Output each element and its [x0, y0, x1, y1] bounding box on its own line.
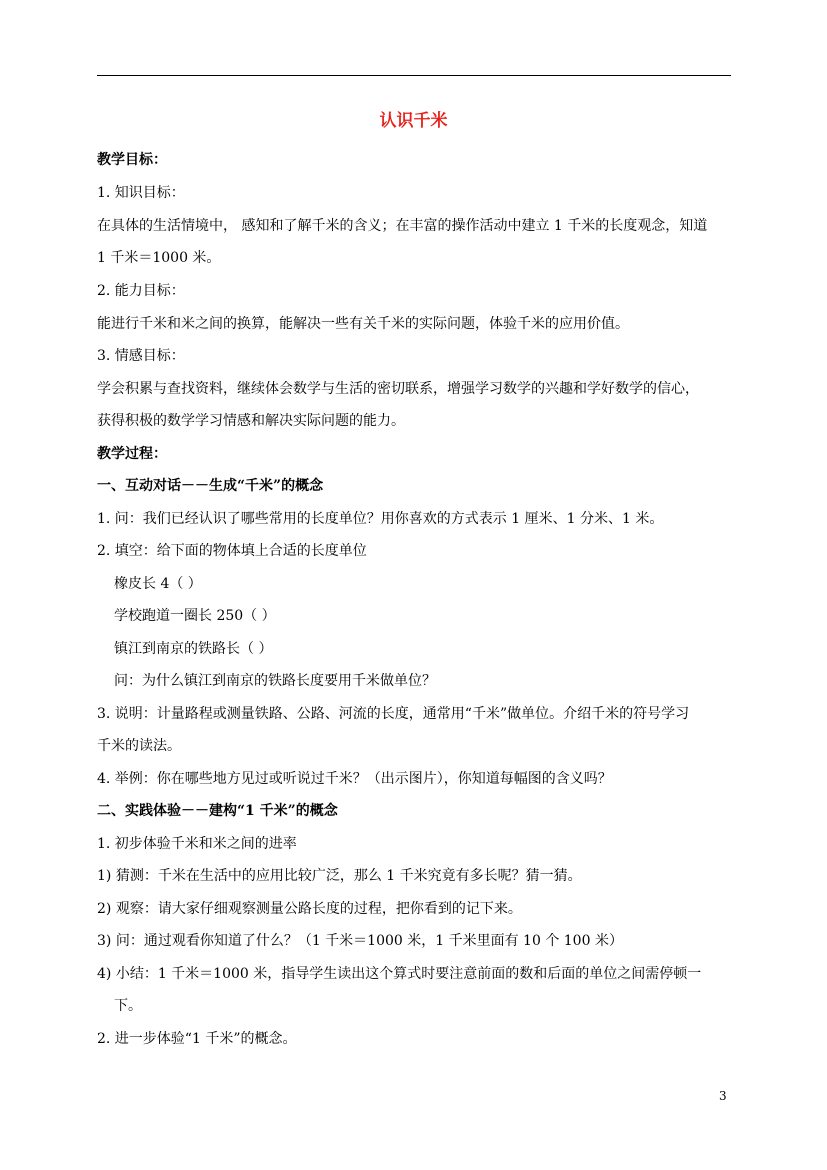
paragraph-line: 1 千米＝1000 米。 [97, 250, 221, 266]
paragraph-line: 1. 知识目标： [97, 185, 185, 201]
fill-in-item: 学校跑道一圈长 250（ ） [114, 608, 276, 624]
paragraph-line: 1. 初步体验千米和米之间的进率 [97, 836, 297, 852]
section-heading-process: 教学过程： [97, 446, 167, 462]
paragraph-line: 2. 填空：给下面的物体填上合适的长度单位 [97, 543, 367, 559]
list-item-continuation: 下。 [114, 998, 142, 1014]
paragraph-line: 获得积极的数学学习情感和解决实际问题的能力。 [97, 413, 405, 429]
paragraph-line: 千米的读法。 [97, 738, 181, 754]
paragraph-line: 3. 情感目标： [97, 348, 185, 364]
subsection-heading: 二、实践体验－－建构“1 千米”的概念 [97, 803, 338, 819]
paragraph-line: 学会积累与查找资料，继续体会数学与生活的密切联系，增强学习数学的兴趣和学好数学的信心， [97, 381, 699, 397]
paragraph-line: 1. 问：我们已经认识了哪些常用的长度单位？用你喜欢的方式表示 1 厘米、1 分米、1 米。 [97, 511, 664, 527]
paragraph-line: 4. 举例：你在哪些地方见过或听说过千米？（出示图片），你知道每幅图的含义吗？ [97, 771, 612, 787]
paragraph-line: 2. 能力目标： [97, 283, 185, 299]
paragraph-line: 在具体的生活情境中， 感知和了解千米的含义；在丰富的操作活动中建立 1 千米的长度观念，知道 [97, 218, 708, 234]
paragraph-line: 2. 进一步体验“1 千米”的概念。 [97, 1031, 297, 1047]
page-number: 3 [719, 1089, 727, 1103]
list-item: 3) 问：通过观看你知道了什么？（1 千米＝1000 米，1 千米里面有 10 个 100 米） [97, 933, 623, 949]
section-heading-objectives: 教学目标： [97, 152, 167, 168]
header-rule [97, 75, 731, 76]
subsection-heading: 一、互动对话－－生成“千米”的概念 [97, 478, 324, 494]
paragraph-line: 3. 说明：计量路程或测量铁路、公路、河流的长度，通常用“千米”做单位。介绍千米的符号学习 [97, 706, 690, 722]
list-item: 4) 小结：1 千米＝1000 米，指导学生读出这个算式时要注意前面的数和后面的单位之间需停顿一 [97, 966, 702, 982]
document-title: 认识千米 [379, 111, 448, 131]
fill-in-item: 橡皮长 4（ ） [114, 576, 202, 592]
list-item: 1) 猜测：千米在生活中的应用比较广泛，那么 1 千米究竟有多长呢？猜一猜。 [97, 868, 582, 884]
list-item: 2) 观察：请大家仔细观察测量公路长度的过程，把你看到的记下来。 [97, 901, 522, 917]
paragraph-line: 能进行千米和米之间的换算，能解决一些有关千米的实际问题，体验千米的应用价值。 [97, 316, 629, 332]
fill-in-item: 镇江到南京的铁路长（ ） [114, 641, 273, 657]
paragraph-line: 问：为什么镇江到南京的铁路长度要用千米做单位？ [114, 673, 436, 689]
